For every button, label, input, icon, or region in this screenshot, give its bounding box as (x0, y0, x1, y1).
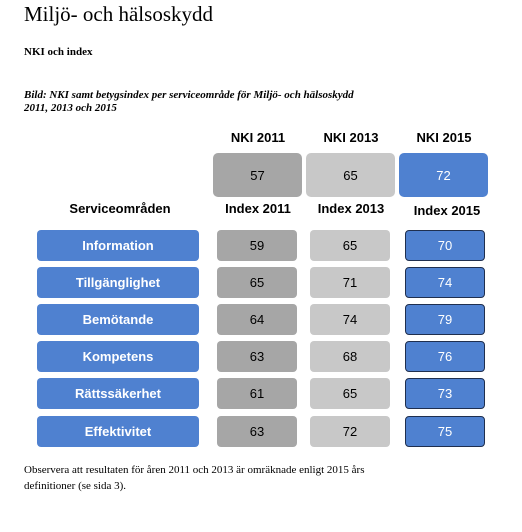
nki-2015-value: 72 (399, 153, 488, 197)
index-2013-cell: 65 (310, 378, 390, 409)
nki-2011-header: NKI 2011 (230, 130, 286, 145)
service-areas-header: Serviceområden (69, 201, 171, 216)
nki-2011-value: 57 (213, 153, 302, 197)
service-area-rattssakerhet: Rättssäkerhet (37, 378, 199, 409)
index-2013-cell: 65 (310, 230, 390, 261)
footnote-line-2: definitioner (se sida 3). (24, 480, 127, 492)
page-title: Miljö- och hälsoskydd (24, 2, 213, 26)
index-2015-cell: 75 (405, 416, 485, 447)
index-2011-cell: 59 (217, 230, 297, 261)
index-2011-cell: 63 (217, 416, 297, 447)
index-2013-cell: 71 (310, 267, 390, 298)
nki-2013-header: NKI 2013 (323, 130, 379, 145)
figure-caption (24, 89, 354, 115)
index-2015-cell: 76 (405, 341, 485, 372)
index-2015-cell: 79 (405, 304, 485, 335)
index-2013-cell: 72 (310, 416, 390, 447)
index-2011-header: Index 2011 (225, 201, 291, 216)
service-area-information: Information (37, 230, 199, 261)
index-2015-cell: 73 (405, 378, 485, 409)
caption-line-1: Bild: NKI samt betygsindex per serviceområde för Miljö- och hälsoskydd (24, 89, 354, 101)
service-area-bemotande: Bemötande (37, 304, 199, 335)
service-area-effektivitet: Effektivitet (37, 416, 199, 447)
index-2015-cell: 70 (405, 230, 485, 261)
index-2013-header: Index 2013 (317, 201, 385, 216)
index-2013-cell: 74 (310, 304, 390, 335)
index-2011-cell: 64 (217, 304, 297, 335)
index-2011-cell: 63 (217, 341, 297, 372)
footnote (24, 462, 424, 494)
index-2013-cell: 68 (310, 341, 390, 372)
caption-line-2: 2011, 2013 och 2015 (24, 102, 117, 114)
index-2011-cell: 61 (217, 378, 297, 409)
index-2015-cell: 74 (405, 267, 485, 298)
service-area-tillganglighet: Tillgänglighet (37, 267, 199, 298)
service-area-kompetens: Kompetens (37, 341, 199, 372)
nki-2015-header: NKI 2015 (416, 130, 472, 145)
index-2011-cell: 65 (217, 267, 297, 298)
index-2015-header: Index 2015 (413, 203, 481, 218)
nki-2013-value: 65 (306, 153, 395, 197)
footnote-line-1: Observera att resultaten för åren 2011 och 2013 är omräknade enligt 2015 års (24, 464, 365, 476)
section-title: NKI och index (24, 46, 93, 58)
